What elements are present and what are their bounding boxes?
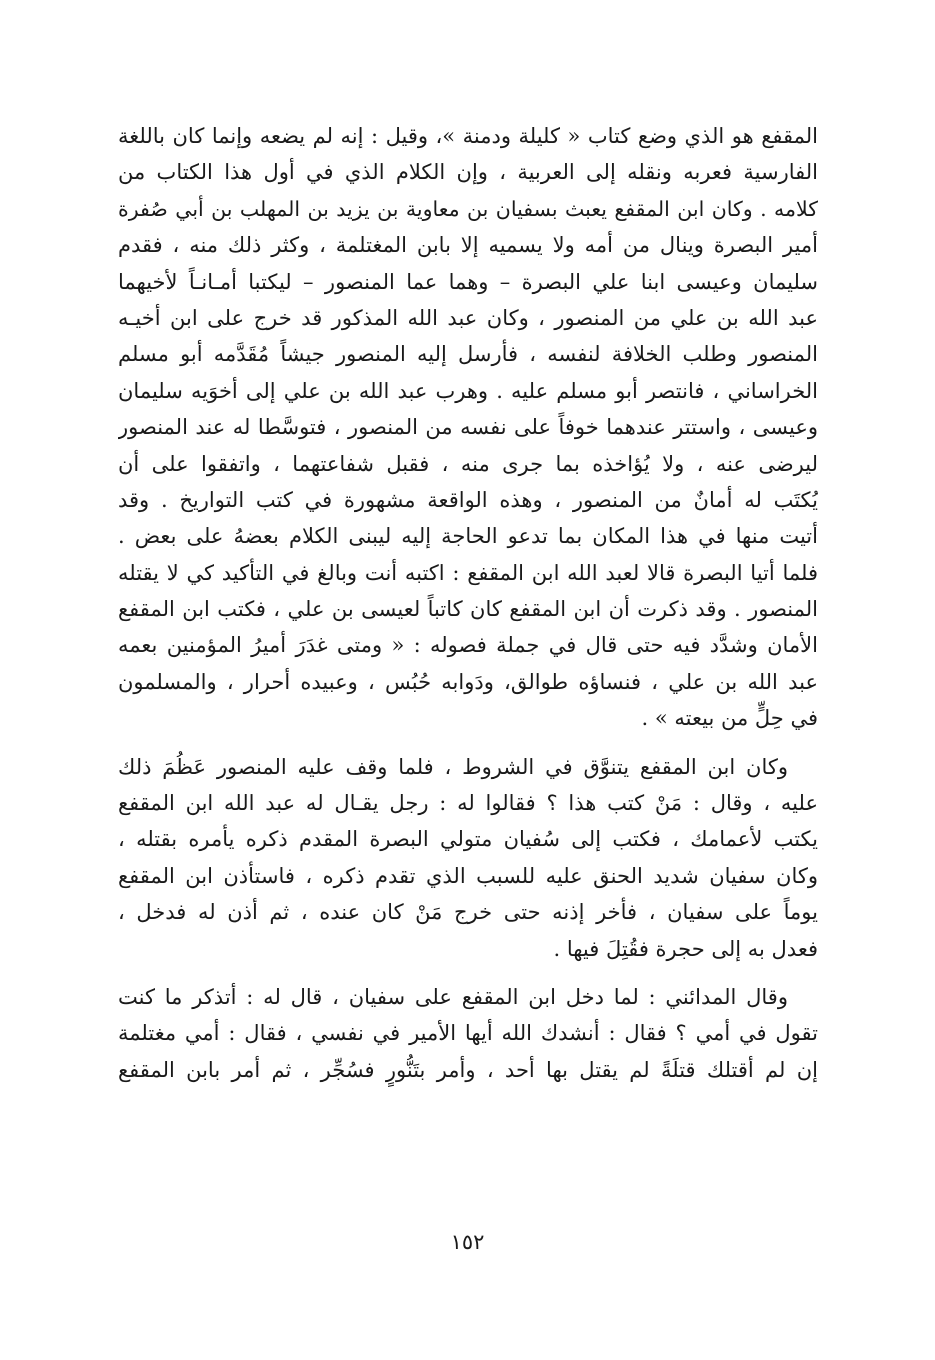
text-line: وقال المدائني : لما دخل ابن المقفع على سفيان ، قال له : أتذكر ما كنت (118, 984, 788, 1009)
text-line: الفارسية فعربه ونقله إلى العربية ، وإن الكلام الذي في أول هذا الكتاب من (118, 160, 818, 185)
text-line: المقفع هو الذي وضع كتاب « كليلة ودمنة »، وقيل : إنه لم يضعه وإنما كان باللغة (118, 124, 818, 148)
text-line: ليرضى عنه ، ولا يُؤاخذه بما جرى منه ، فقبل شفاعتهما ، واتفقوا على أن (118, 451, 818, 476)
text-line: سليمان وعيسى ابنا علي البصرة – وهما عما المنصور – ليكتبا أمـانـاً لأخيهما (118, 269, 818, 294)
text-line: يوماً على سفيان ، فأخر إذنه حتى خرج مَنْ كان عنده ، ثم أذن له فدخل ، (118, 900, 818, 925)
text-line: تقول في أمي ؟ فقال : أنشدك الله أيها الأمير في نفسي ، فقال : أمي مغتلمة (118, 1021, 818, 1046)
text-line: كلامه . وكان ابن المقفع يعبث بسفيان بن معاوية بن يزيد بن المهلب بن أبي صُفرة (118, 196, 818, 221)
text-line: المنصور وطلب الخلافة لنفسه ، فأرسل إليه المنصور جيشاً مُقَدَّمه أبو مسلم (118, 342, 818, 367)
text-line: وكان سفيان شديد الحنق عليه للسبب الذي تقدم ذكره ، فاستأذن ابن المقفع (118, 863, 818, 888)
text-line: الأمان وشدَّد فيه حتى قال في جملة فصوله : « ومتى غدَرَ أميرُ المؤمنين بعمه (118, 633, 818, 658)
text-line: يكتب لأعمامك ، فكتب إلى سُفيان متولي البصرة المقدم ذكره يأمره بقتله ، (118, 827, 818, 852)
paragraph-1 (118, 118, 818, 737)
text-line: في حِلٍّ من بيعته » . (641, 706, 818, 731)
text-line: عليه ، وقال : مَنْ كتب هذا ؟ فقالوا له : رجل يقـال له عبد الله ابن المقفع (118, 791, 818, 816)
text-line: عبد الله بن علي من المنصور ، وكان عبد الله المذكور قد خرج على ابن أخيـه (118, 305, 818, 330)
text-line: وكان ابن المقفع يتنوَّق في الشروط ، فلما وقف عليه المنصور عَظُمَ ذلك (118, 754, 788, 779)
text-line: فعدل به إلى حجرة فقُتِلَ فيها . (553, 936, 818, 961)
text-line: أتيت منها في هذا المكان بما تدعو الحاجة إليه ليبنى الكلام بعضهُ على بعض . (118, 524, 818, 549)
text-line: الخراساني ، فانتصر أبو مسلم عليه . وهرب عبد الله بن علي إلى أخوَيه سليمان (118, 378, 818, 403)
text-line: إن لم أقتلك قتلَةً لم يقتل بها أحد ، وأمر بتَنُّورٍ فسُجِّر ، ثم أمر بابن المقفع (118, 1057, 818, 1082)
text-line: عبد الله بن علي ، فنساؤه طوالق، ودَوابه حُبُس ، وعبيده أحرار ، والمسلمون (118, 669, 818, 694)
paragraph-2 (118, 749, 818, 967)
text-line: أمير البصرة وينال من أمه ولا يسميه إلا بابن المغتلمة ، وكثر ذلك منه ، فقدم (118, 233, 818, 258)
text-line: فلما أتيا البصرة قالا لعبد الله ابن المقفع : اكتبه أنت وبالغ في التأكيد كي لا يقتله (118, 560, 818, 585)
text-line: المنصور . وقد ذكرت أن ابن المقفع كان كاتباً لعيسى بن علي ، فكتب ابن المقفع (118, 597, 818, 622)
paragraph-3 (118, 979, 818, 1088)
text-line: وعيسى ، واستتر عندهما خوفاً على نفسه من المنصور ، فتوسَّطا له عند المنصور (118, 415, 818, 440)
paragraph-gap (118, 967, 818, 979)
body-text (118, 118, 818, 1088)
paragraph-gap (118, 737, 818, 749)
page-number: ١٥٢ (450, 1230, 485, 1254)
text-line: يُكتَب له أمانٌ من المنصور ، وهذه الواقعة مشهورة في كتب التواريخ . وقد (118, 487, 818, 512)
